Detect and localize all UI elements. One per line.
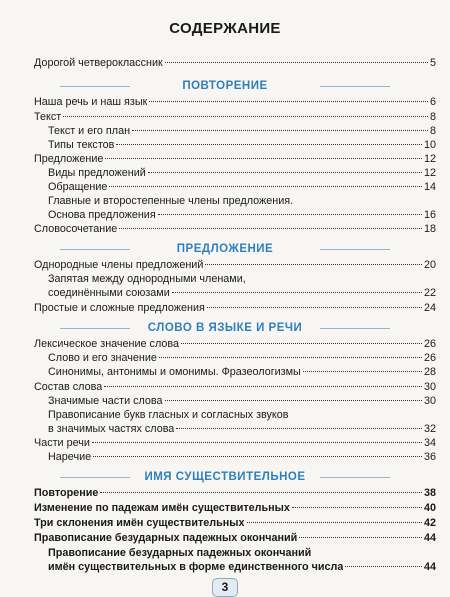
entry-page: 26 — [423, 352, 436, 364]
dot-leader — [165, 400, 422, 401]
toc-entry — [34, 502, 436, 515]
entry-text: Текст и его план — [48, 125, 131, 137]
dot-leader — [116, 144, 422, 145]
entry-text: Синонимы, антонимы и омонимы. Фразеологизмы — [48, 366, 301, 378]
entry-text: Типы текстов — [48, 139, 115, 151]
entry-text: Текст — [34, 111, 62, 123]
toc-subentry — [48, 352, 436, 365]
dot-leader — [93, 456, 422, 457]
entry-page: 44 — [423, 532, 436, 544]
dot-leader — [165, 62, 428, 63]
entry-text: имён существительных в форме единственного числа — [48, 561, 344, 573]
dot-leader — [105, 158, 422, 159]
entry-page: 20 — [423, 259, 436, 271]
entry-page: 8 — [429, 125, 436, 137]
dot-leader — [303, 371, 422, 372]
entry-text: Однородные члены предложений — [34, 259, 204, 271]
entry-page: 16 — [423, 209, 436, 221]
toc-subentry — [48, 181, 436, 194]
toc-entry — [34, 338, 436, 351]
entry-page: 30 — [423, 395, 436, 407]
entry-text: Состав слова — [34, 381, 103, 393]
dot-leader — [247, 522, 422, 523]
toc-subentry-line: Правописание безударных падежных окончаний — [48, 547, 312, 559]
toc-subentry-line: Запятая между однородными членами, — [48, 273, 246, 285]
entry-page: 36 — [423, 451, 436, 463]
toc-subentry — [48, 139, 436, 152]
entry-text: Предложение — [34, 153, 104, 165]
dot-leader — [104, 386, 422, 387]
entry-page: 44 — [423, 561, 436, 573]
entry-page: 12 — [423, 167, 436, 179]
toc-entry — [34, 517, 436, 530]
entry-text: Значимые части слова — [48, 395, 163, 407]
toc-subentry — [48, 167, 436, 180]
entry-text: Основа предложения — [48, 209, 156, 221]
dot-leader — [119, 228, 422, 229]
section-heading: СЛОВО В ЯЗЫКЕ И РЕЧИ — [0, 322, 450, 334]
dot-leader — [292, 507, 422, 508]
entry-text: Словосочетание — [34, 223, 118, 235]
entry-page: 38 — [423, 487, 436, 499]
entry-page: 5 — [429, 57, 436, 69]
dot-leader — [149, 101, 428, 102]
toc-subentry — [48, 125, 436, 138]
entry-text: Дорогой четвероклассник — [34, 57, 163, 69]
toc-subentry — [48, 209, 436, 222]
entry-text: Наречие — [48, 451, 92, 463]
toc-subentry — [48, 366, 436, 379]
section-heading: ПОВТОРЕНИЕ — [0, 80, 450, 92]
entry-text: Правописание безударных падежных окончаний — [34, 532, 298, 544]
entry-text: Лексическое значение слова — [34, 338, 179, 350]
toc-subentry — [48, 423, 436, 436]
entry-page: 42 — [423, 517, 436, 529]
entry-text: Простые и сложные предложения — [34, 302, 205, 314]
dot-leader — [345, 566, 422, 567]
dot-leader — [158, 214, 422, 215]
toc-subentry-line: Правописание букв гласных и согласных звуков — [48, 409, 289, 421]
toc-subentry — [48, 287, 436, 300]
dot-leader — [159, 357, 422, 358]
toc-entry — [34, 96, 436, 109]
toc-entry — [34, 223, 436, 236]
entry-text: Части речи — [34, 437, 90, 449]
entry-text: Повторение — [34, 487, 99, 499]
entry-page: 10 — [423, 139, 436, 151]
entry-page: 40 — [423, 502, 436, 514]
entry-page: 6 — [429, 96, 436, 108]
toc-entry — [34, 57, 436, 70]
entry-page: 30 — [423, 381, 436, 393]
entry-page: 34 — [423, 437, 436, 449]
dot-leader — [109, 186, 422, 187]
toc-entry — [34, 487, 436, 500]
dot-leader — [207, 307, 422, 308]
entry-page: 26 — [423, 338, 436, 350]
page-title: СОДЕРЖАНИЕ — [169, 20, 281, 37]
entry-text: Виды предложений — [48, 167, 146, 179]
entry-page: 32 — [423, 423, 436, 435]
toc-entry — [34, 532, 436, 545]
dot-leader — [176, 428, 422, 429]
toc-entry — [34, 381, 436, 394]
dot-leader — [92, 442, 422, 443]
entry-page: 28 — [423, 366, 436, 378]
entry-text: Наша речь и наш язык — [34, 96, 148, 108]
toc-entry — [34, 437, 436, 450]
entry-page: 24 — [423, 302, 436, 314]
dot-leader — [132, 130, 428, 131]
entry-text: Изменение по падежам имён существительных — [34, 502, 290, 514]
section-heading: ИМЯ СУЩЕСТВИТЕЛЬНОЕ — [0, 471, 450, 483]
entry-text: Слово и его значение — [48, 352, 157, 364]
entry-text: соединёнными союзами — [48, 287, 170, 299]
entry-page: 8 — [429, 111, 436, 123]
toc-entry — [34, 111, 436, 124]
toc-entry — [34, 259, 436, 272]
toc-subentry — [48, 561, 436, 574]
entry-page: 18 — [423, 223, 436, 235]
toc-entry — [34, 302, 436, 315]
toc-subentry-line: Главные и второстепенные члены предложения. — [48, 195, 294, 207]
toc-subentry — [48, 451, 436, 464]
page-number: 3 — [212, 578, 238, 597]
entry-page: 14 — [423, 181, 436, 193]
dot-leader — [63, 116, 428, 117]
toc-subentry — [48, 395, 436, 408]
dot-leader — [172, 292, 422, 293]
entry-page: 22 — [423, 287, 436, 299]
entry-page: 12 — [423, 153, 436, 165]
toc-entry — [34, 153, 436, 166]
dot-leader — [148, 172, 422, 173]
section-heading: ПРЕДЛОЖЕНИЕ — [0, 243, 450, 255]
dot-leader — [100, 492, 422, 493]
entry-text: в значимых частях слова — [48, 423, 175, 435]
dot-leader — [181, 343, 422, 344]
dot-leader — [205, 264, 422, 265]
entry-text: Обращение — [48, 181, 108, 193]
dot-leader — [299, 537, 422, 538]
entry-text: Три склонения имён существительных — [34, 517, 245, 529]
